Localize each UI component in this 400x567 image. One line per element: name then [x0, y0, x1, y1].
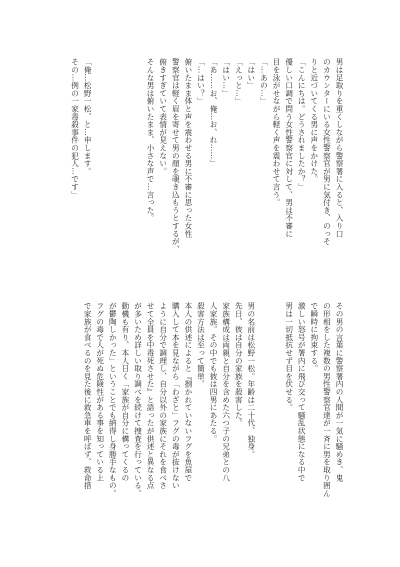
text-line: [131, 58, 144, 290]
text-line: りと近づいてくる男に声をかけた。: [309, 58, 319, 183]
text-line: 男は一切抵抗せず目を伏せる。: [284, 302, 294, 412]
text-line: 家族構成は両親と自分を含めた六つ子の兄弟との八: [221, 302, 231, 482]
text-line: 「あ……お、俺…お、れ……」: [209, 58, 219, 168]
text-line: フグの毒で人が死ぬ危険性がある事を知っている上: [95, 302, 105, 482]
text-line: が鬱陶しかった」ということでも納得し身勝手なもの。: [108, 302, 118, 497]
text-line: 「…はい？」: [196, 58, 206, 105]
text-line: 人家族。その中でも彼は四男にあたる。: [209, 302, 219, 443]
text-line: 「俺…松野一松、と…申します。: [83, 58, 93, 175]
text-line: で瞬時に拘束する。: [309, 302, 319, 373]
text-line: の形相をした複数の男性警察官達が一斉に男を取り囲ん: [322, 302, 332, 497]
text-line: 俯きすぎていて表情が見えない。: [158, 58, 168, 175]
text-line: 動機も有り、本人日く「家族が自分に構ってくるの: [120, 302, 130, 482]
text-line: 「…あの…」: [259, 58, 269, 105]
upper-text-block: [68, 58, 345, 290]
text-line: のカウンターにいる女性警察官が男に気付き、のっそ: [322, 58, 332, 246]
text-line: 先日、彼は自分の家族を殺害した。: [234, 302, 244, 427]
text-line: 購入して本を見ながら「わざと」フグの毒が抜けない: [171, 302, 181, 490]
text-line: 俯いたまま体と声を震わせる男に不審に思った女性: [183, 58, 193, 238]
text-line: が多いため詳しい取り調べを続けて捜査を行っている。: [133, 302, 143, 497]
text-line: [118, 58, 131, 290]
text-line: 男の名前は松野一松。年齢は二十代、独身。: [246, 302, 256, 458]
text-line: [93, 58, 106, 290]
text-line: 殺害方法は至って簡単。: [196, 302, 206, 388]
text-line: 男は足取りを重くしながら警察署に入ると、入り口: [335, 58, 344, 238]
text-line: 「はい…」: [221, 58, 231, 97]
text-line: [106, 58, 119, 290]
text-line: [269, 302, 282, 534]
text-line: ように自分で調理し、自分以外の家族にそれを食べさ: [158, 302, 168, 490]
text-line: 「はい」: [246, 58, 256, 90]
text-line: そんな男は俯いたまま、小さな声で…言った。: [146, 58, 156, 222]
lower-text-block: [81, 302, 345, 534]
text-line: その…例の一家毒殺事件の犯人…です」: [70, 58, 80, 199]
text-line: 激しい怒号が署内に飛び交って騒乱状態になる中で: [297, 302, 307, 482]
text-line: 目を泳がせながら軽く声を震わせて言う。: [272, 58, 282, 207]
text-line: 優しい口調で問う女性警察官に対して、男は不審に: [284, 58, 294, 238]
text-line: で家族が食べるのを見た後に救急車を呼ばず、救命措: [83, 302, 93, 490]
text-line: [257, 302, 270, 534]
text-line: せて全員を中毒死させた』と語ったが供述と異なる点: [146, 302, 156, 490]
text-line: 「こんにちは。どうされましたか？」: [297, 58, 307, 191]
text-line: 警察官は軽く眉を寄せて男の顔を覗き込もうとするが、: [171, 58, 181, 253]
text-line: その男の言葉に警察署内の人間が一気に騒めき、鬼: [335, 302, 344, 482]
text-line: 本人の供述によると『捌かれていないフグを魚屋で: [183, 302, 193, 482]
text-line: 「えっと…」: [234, 58, 244, 105]
